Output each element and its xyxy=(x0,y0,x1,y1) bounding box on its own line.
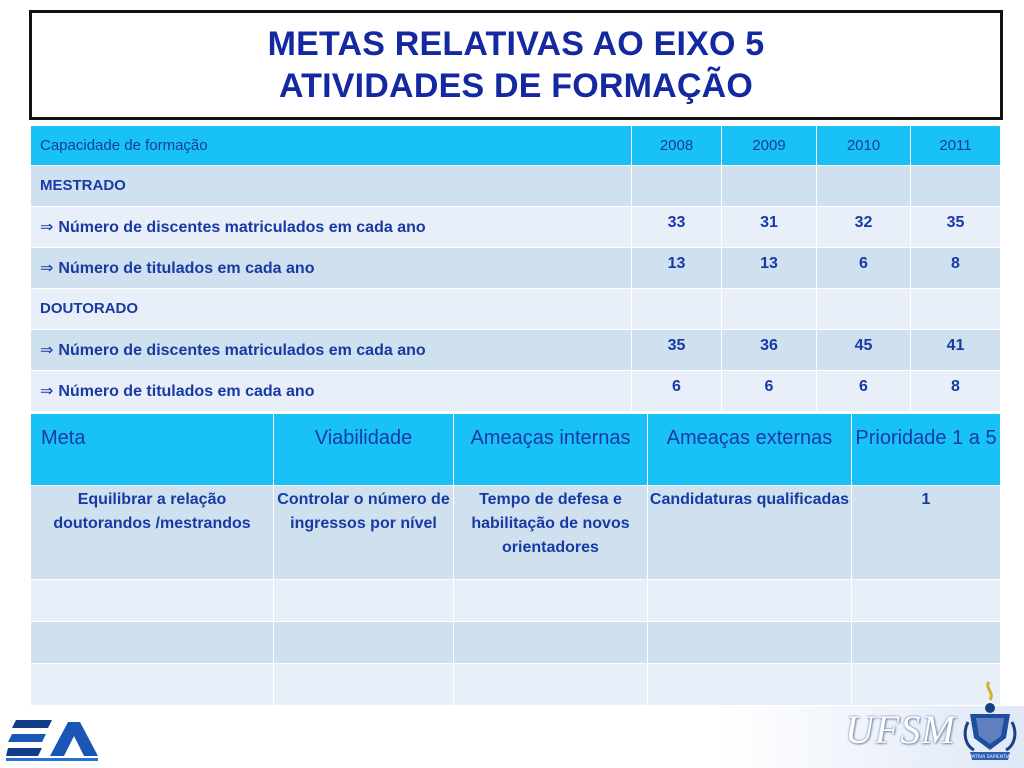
slide-title-line-1: METAS RELATIVAS AO EIXO 5 xyxy=(267,25,765,63)
right-double-arrow-icon: ⇒ xyxy=(40,341,54,359)
cell-empty xyxy=(454,622,648,664)
cell-value: 32 xyxy=(817,207,911,248)
right-double-arrow-icon: ⇒ xyxy=(40,218,54,236)
cell-value xyxy=(722,289,817,330)
cell-prioridade: 1 xyxy=(852,486,1001,580)
cell-value: 45 xyxy=(817,330,911,371)
cell-value: 33 xyxy=(632,207,722,248)
section-label-mestrado xyxy=(31,166,632,207)
capacity-table xyxy=(30,125,1001,412)
cell-empty xyxy=(648,622,852,664)
row-label: Número de titulados em cada ano xyxy=(58,259,315,277)
row-label: Número de discentes matriculados em cada ano xyxy=(58,341,426,359)
ea-logo-icon xyxy=(6,714,100,762)
cell-value xyxy=(911,166,1001,207)
table-row xyxy=(31,664,1001,706)
cell-value: 35 xyxy=(632,330,722,371)
cell-ameacas-internas: Tempo de defesa e habilitação de novos orientadores xyxy=(454,486,648,580)
cell-empty xyxy=(648,664,852,706)
table-row xyxy=(31,371,1001,412)
cell-value: 6 xyxy=(817,248,911,289)
cell-value: 8 xyxy=(911,371,1001,412)
header-year: 2008 xyxy=(632,126,722,166)
cell-value xyxy=(817,289,911,330)
section-label-doutorado xyxy=(31,289,632,330)
cell-value xyxy=(632,166,722,207)
cell-empty xyxy=(274,664,454,706)
cell-value: 8 xyxy=(911,248,1001,289)
right-double-arrow-icon: ⇒ xyxy=(40,382,54,400)
cell-value: 13 xyxy=(722,248,817,289)
cell-value xyxy=(722,166,817,207)
cell-empty xyxy=(31,664,274,706)
cell-empty xyxy=(31,622,274,664)
cell-value: 6 xyxy=(632,371,722,412)
header-viabilidade: Viabilidade xyxy=(274,414,454,486)
goals-table xyxy=(30,413,1001,706)
cell-empty xyxy=(454,664,648,706)
cell-empty xyxy=(454,580,648,622)
row-label: MESTRADO xyxy=(40,177,126,194)
capacity-table-header xyxy=(31,126,1001,166)
table-row xyxy=(31,207,1001,248)
slide-title-box xyxy=(29,10,1003,120)
table-row xyxy=(31,486,1001,580)
goals-table-header xyxy=(31,414,1001,486)
header-prioridade: Prioridade 1 a 5 xyxy=(852,414,1001,486)
cell-empty xyxy=(852,622,1001,664)
table-row xyxy=(31,622,1001,664)
cell-value: 13 xyxy=(632,248,722,289)
cell-meta: Equilibrar a relação doutorandos /mestrandos xyxy=(31,486,274,580)
right-double-arrow-icon: ⇒ xyxy=(40,259,54,277)
header-year: 2011 xyxy=(911,126,1001,166)
ufsm-crest-icon xyxy=(962,678,1018,764)
table-row xyxy=(31,248,1001,289)
slide-title-line-2: ATIVIDADES DE FORMAÇÃO xyxy=(278,67,754,105)
cell-value: 35 xyxy=(911,207,1001,248)
cell-value: 6 xyxy=(722,371,817,412)
header-year: 2009 xyxy=(722,126,817,166)
cell-value: 36 xyxy=(722,330,817,371)
table-row xyxy=(31,166,1001,207)
table-row xyxy=(31,289,1001,330)
cell-empty xyxy=(274,622,454,664)
header-year: 2010 xyxy=(817,126,911,166)
row-label: Número de titulados em cada ano xyxy=(58,382,315,400)
ufsm-logo-text: UFSM xyxy=(845,707,956,752)
cell-value: 31 xyxy=(722,207,817,248)
table-row xyxy=(31,580,1001,622)
header-meta: Meta xyxy=(31,414,274,486)
cell-empty xyxy=(648,580,852,622)
table-row xyxy=(31,330,1001,371)
row-label-cell xyxy=(31,248,632,289)
cell-ameacas-externas: Candidaturas qualificadas xyxy=(648,486,852,580)
row-label: Número de discentes matriculados em cada ano xyxy=(58,218,426,236)
header-ameacas-externas: Ameaças externas xyxy=(648,414,852,486)
cell-value xyxy=(817,166,911,207)
row-label: DOUTORADO xyxy=(40,300,139,317)
header-ameacas-internas: Ameaças internas xyxy=(454,414,648,486)
cell-value xyxy=(632,289,722,330)
cell-empty xyxy=(31,580,274,622)
row-label-cell xyxy=(31,371,632,412)
cell-empty xyxy=(274,580,454,622)
row-label-cell xyxy=(31,330,632,371)
row-label-cell xyxy=(31,207,632,248)
header-capacity: Capacidade de formação xyxy=(31,126,632,166)
cell-value xyxy=(911,289,1001,330)
crest-banner-text: PATRIA SAPIENTIA xyxy=(969,755,1011,760)
cell-empty xyxy=(852,580,1001,622)
cell-value: 6 xyxy=(817,371,911,412)
cell-viabilidade: Controlar o número de ingressos por nível xyxy=(274,486,454,580)
cell-value: 41 xyxy=(911,330,1001,371)
